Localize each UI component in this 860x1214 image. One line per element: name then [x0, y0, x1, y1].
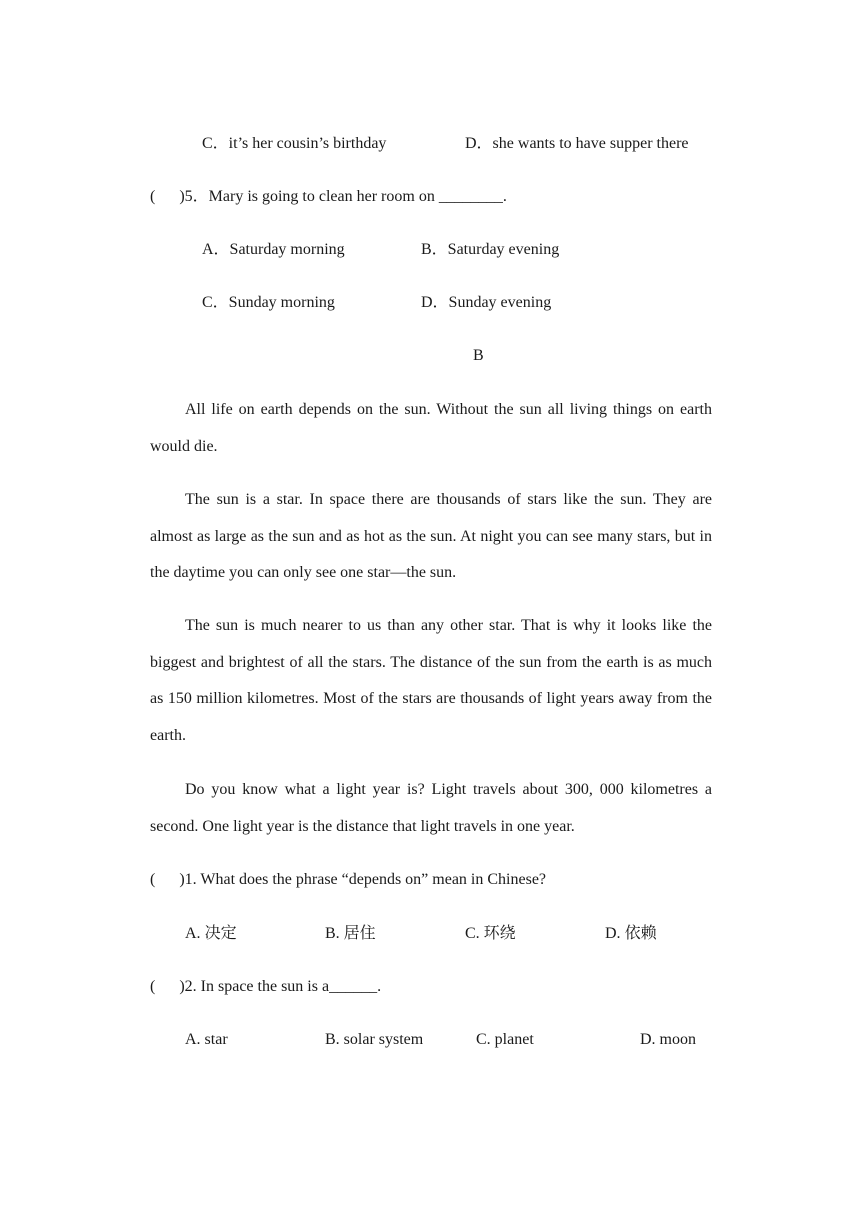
option-text: 环绕 — [483, 923, 516, 942]
b-q2-option-c: C. planet — [476, 1031, 534, 1048]
option-letter: B. — [325, 925, 344, 942]
question-stem: 5．Mary is going to clean her room on ________. — [184, 188, 507, 205]
option-text: 居住 — [343, 923, 376, 942]
b-q1-option-d — [605, 923, 657, 944]
b-q1-option-a — [185, 923, 237, 944]
section-heading: B — [473, 347, 484, 364]
option-text: 依赖 — [624, 923, 657, 942]
q5-option-b: B．Saturday evening — [421, 241, 560, 258]
b-q1-option-b — [325, 923, 376, 944]
answer-bracket: ( ) — [150, 188, 185, 205]
question-stem: 2. In space the sun is a______. — [184, 978, 382, 995]
b-q2-option-d: D. moon — [640, 1031, 696, 1048]
passage-paragraph: Do you know what a light year is? Light travels about 300, 000 kilometres a second. One light year is the distance that light travels in one year. — [150, 781, 712, 835]
passage-paragraph: The sun is a star. In space there are thousands of stars like the sun. They are almost as large as the sun and as hot as the sun. At night you can see many stars, but in the daytime you can only see one star—the sun. — [150, 491, 712, 581]
q5-option-c: C．Sunday morning — [202, 294, 335, 311]
q5-option-d: D．Sunday evening — [421, 294, 552, 311]
passage-paragraph: All life on earth depends on the sun. Without the sun all living things on earth would die. — [150, 401, 712, 455]
option-letter: C. — [465, 925, 484, 942]
b-q2-option-b: B. solar system — [325, 1031, 424, 1048]
question-stem: 1. What does the phrase “depends on” mean in Chinese? — [184, 871, 547, 888]
b-question-2 — [150, 977, 381, 997]
question-5 — [150, 187, 507, 207]
option-text: 决定 — [204, 923, 237, 942]
option-letter: A. — [185, 925, 205, 942]
passage-paragraph: The sun is much nearer to us than any other star. That is why it looks like the biggest and brightest of all the stars. The distance of the sun from the earth is as much as 150 million kilometres. Most of the stars are thousands of light years away from the earth. — [150, 617, 712, 744]
option-letter: D. — [605, 925, 625, 942]
q5-option-a: A．Saturday morning — [202, 241, 345, 258]
b-q1-option-c — [465, 923, 516, 944]
prev-option-c: C．it’s her cousin’s birthday — [202, 135, 387, 152]
b-q2-option-a: A. star — [185, 1031, 228, 1048]
prev-option-d: D．she wants to have supper there — [465, 135, 689, 152]
answer-bracket: ( ) — [150, 871, 185, 888]
answer-bracket: ( ) — [150, 978, 185, 995]
b-question-1 — [150, 870, 546, 890]
